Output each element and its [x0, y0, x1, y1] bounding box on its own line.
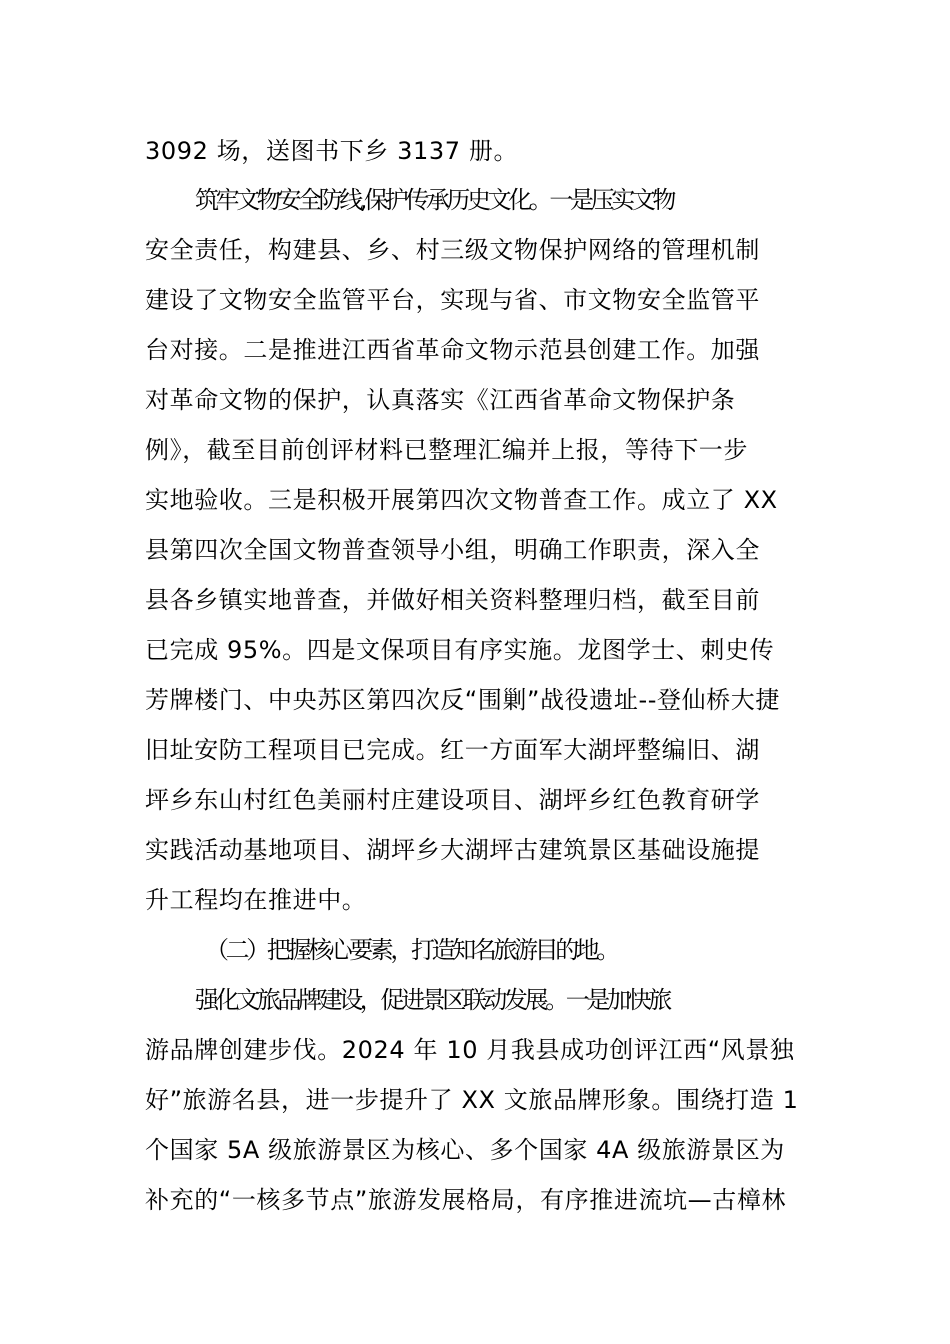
text-line: 例》，截至目前创评材料已整理汇编并上报，等待下一步 — [145, 436, 748, 464]
text-line: 对革命文物的保护，认真落实《江西省革命文物保护条 — [145, 386, 736, 414]
text-line: 实践活动基地项目、湖坪乡大湖坪古建筑景区基础设施提 — [145, 836, 760, 864]
text-line: 个国家 5A 级旅游景区为核心、多个国家 4A 级旅游景区为 — [145, 1136, 785, 1164]
text-line: 实地验收。三是积极开展第四次文物普查工作。成立了 XX — [145, 486, 778, 514]
section-heading: （二）把握核心要素，打造知名旅游目的地。 — [205, 936, 617, 964]
text-line: 3092 场，送图书下乡 3137 册。 — [145, 137, 519, 165]
paragraph-start-line: 强化文旅品牌建设，促进景区联动发展。一是加快旅 — [195, 986, 669, 1014]
text-line: 旧址安防工程项目已完成。红一方面军大湖坪整编旧、湖 — [145, 736, 760, 764]
text-line: 好”旅游名县，进一步提升了 XX 文旅品牌形象。围绕打造 1 — [145, 1086, 799, 1114]
text-line: 县第四次全国文物普查领导小组，明确工作职责，深入全 — [145, 536, 760, 564]
text-line: 台对接。二是推进江西省革命文物示范县创建工作。加强 — [145, 336, 760, 364]
text-line: 补充的“一核多节点”旅游发展格局，有序推进流坑—古樟林 — [145, 1186, 787, 1214]
text-line: 升工程均在推进中。 — [145, 886, 367, 914]
text-line: 芳牌楼门、中央苏区第四次反“围剿”战役遗址--登仙桥大捷 — [145, 686, 780, 714]
paragraph-start-line: 筑牢文物安全防线,保护传承历史文化。一是压实文物 — [195, 186, 674, 214]
text-line: 安全责任，构建县、乡、村三级文物保护网络的管理机制 — [145, 236, 760, 264]
text-line: 县各乡镇实地普查，并做好相关资料整理归档，截至目前 — [145, 586, 760, 614]
text-line: 已完成 95%。四是文保项目有序实施。龙图学士、刺史传 — [145, 636, 775, 664]
text-line: 建设了文物安全监管平台，实现与省、市文物安全监管平 — [145, 286, 760, 314]
text-line: 游品牌创建步伐。2024 年 10 月我县成功创评江西“风景独 — [145, 1036, 795, 1064]
text-line: 坪乡东山村红色美丽村庄建设项目、湖坪乡红色教育研学 — [145, 786, 760, 814]
